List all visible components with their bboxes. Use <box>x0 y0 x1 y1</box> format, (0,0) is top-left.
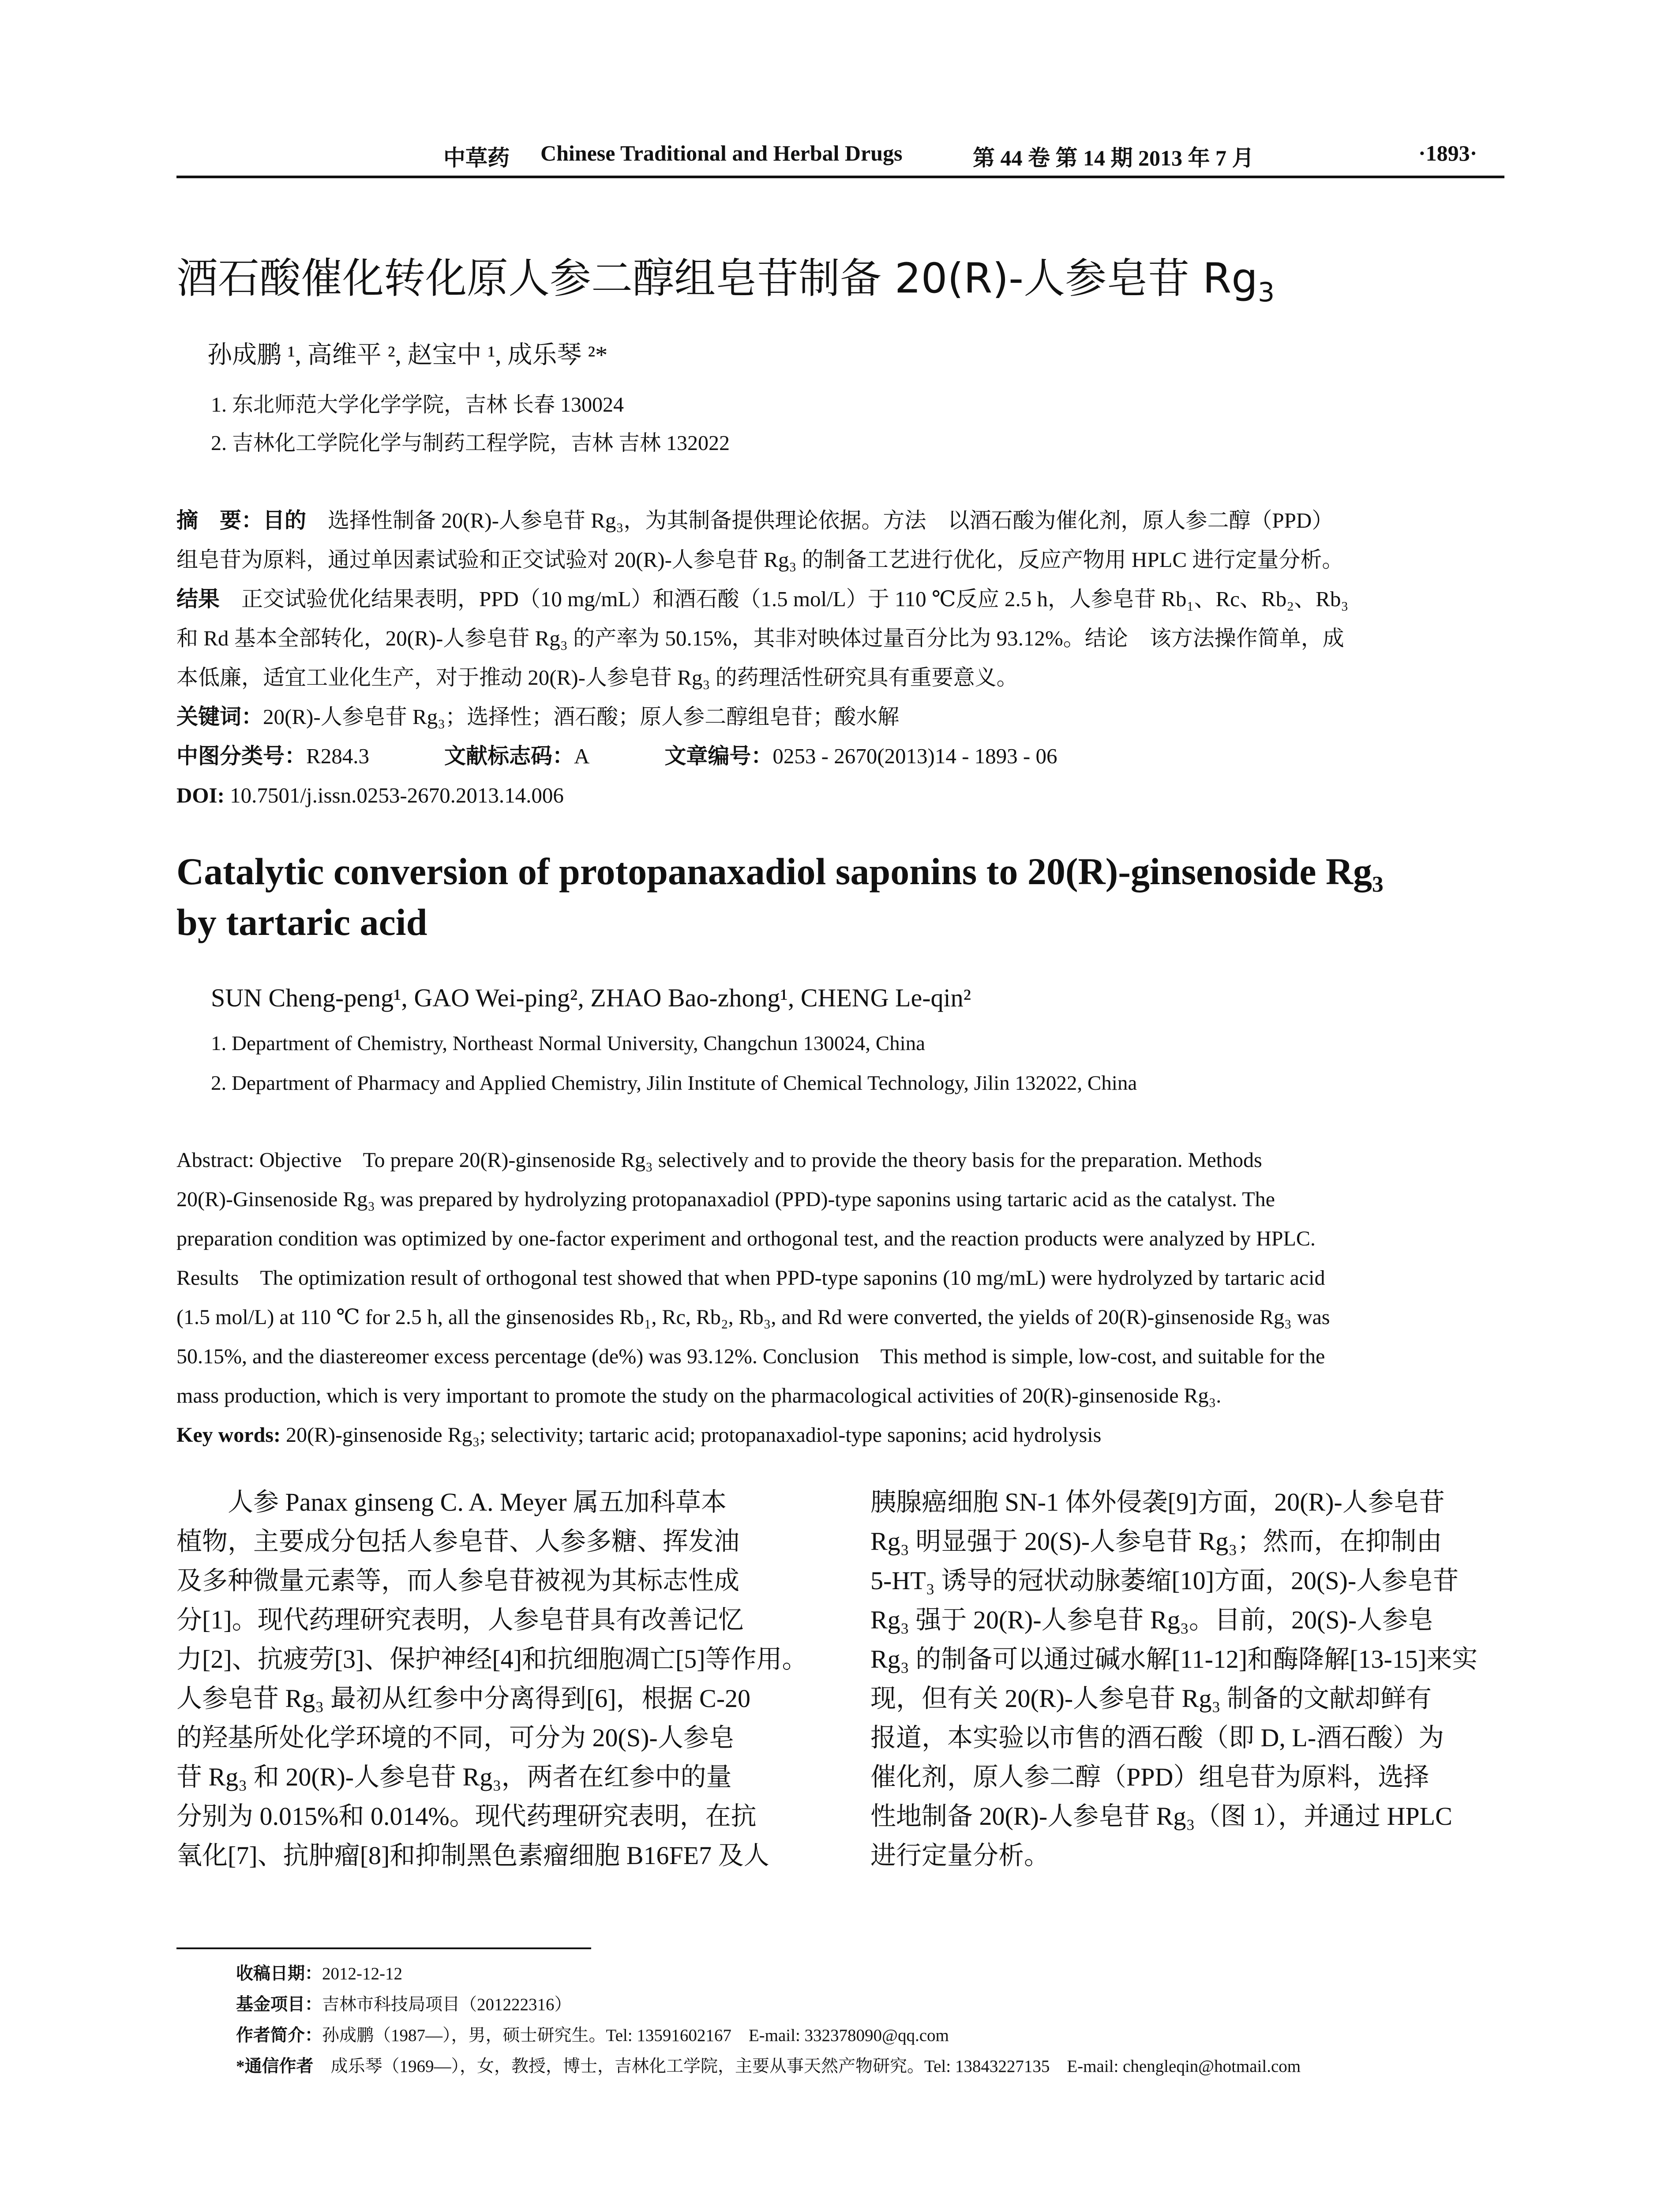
page-number: ·1893· <box>1418 141 1478 165</box>
body-line: 催化剂，原人参二醇（PPD）组皂苷为原料，选择 <box>870 1763 1429 1791</box>
body-column-right <box>870 1482 1504 1875</box>
body-column-left <box>176 1482 810 1875</box>
body-line: 分[1]。现代药理研究表明，人参皂苷具有改善记忆 <box>176 1606 744 1634</box>
footnote-funding: 基金项目：吉林市科技局项目（201222316） <box>236 1995 572 2014</box>
chinese-affiliation-1: 1. 东北师范大学化学学院，吉林 长春 130024 <box>211 393 624 416</box>
body-line: 现，但有关 20(R)-人参皂苷 Rg₃ 制备的文献却鲜有 <box>870 1684 1432 1713</box>
abstract-line: 结果 正交试验优化结果表明，PPD（10 mg/mL）和酒石酸（1.5 mol/L）于 110 ℃反应 2.5 h，人参皂苷 Rb₁、Rc、Rb₂、Rb₃ <box>176 587 1349 611</box>
body-line: 苷 Rg₃ 和 20(R)-人参皂苷 Rg₃，两者在红参中的量 <box>176 1763 732 1791</box>
footnote-received: 收稿日期：2012-12-12 <box>236 1964 402 1983</box>
footnote-author: 作者简介：孙成鹏（1987—），男，硕士研究生。Tel: 13591602167 E-mail: 332378090@qq.com <box>236 2026 949 2045</box>
abstract-line: 50.15%, and the diastereomer excess percentage (de%) was 93.12%. Conclusion This method is simple, low-cost, and suitable for the <box>176 1345 1325 1368</box>
english-title: Catalytic conversion of protopanaxadiol saponins to 20(R)-ginsenoside Rg₃ by tartaric acid <box>176 850 1384 943</box>
body-line: 分别为 0.015%和 0.014%。现代药理研究表明，在抗 <box>176 1802 757 1831</box>
doi-line: DOI: 10.7501/j.issn.0253-2670.2013.14.006 <box>176 783 564 807</box>
body-line: Rg₃ 明显强于 20(S)-人参皂苷 Rg₃；然而，在抑制由 <box>870 1527 1442 1556</box>
english-abstract <box>176 1141 1504 1455</box>
abstract-line: 组皂苷为原料，通过单因素试验和正交试验对 20(R)-人参皂苷 Rg₃ 的制备工艺进行优化，反应产物用 HPLC 进行定量分析。 <box>176 548 1344 572</box>
chinese-title: 酒石酸催化转化原人参二醇组皂苷制备 20(R)-人参皂苷 $Rg_3$ <box>176 255 1275 308</box>
body-line: 力[2]、抗疲劳[3]、保护神经[4]和抗细胞凋亡[5]等作用。 <box>176 1645 808 1673</box>
issue-info: 第 44 卷 第 14 期 2013 年 7 月 <box>973 146 1254 170</box>
abstract-line: mass production, which is very important to promote the study on the pharmacological activities of 20(R)-ginsenoside Rg₃. <box>176 1384 1222 1407</box>
header-rule <box>176 176 1504 178</box>
body-line: 性地制备 20(R)-人参皂苷 Rg₃（图 1），并通过 HPLC <box>870 1802 1452 1831</box>
journal-name-cn: 中草药 <box>443 146 510 170</box>
body-line: 植物，主要成分包括人参皂苷、人参多糖、挥发油 <box>176 1527 740 1556</box>
body-line: 报道，本实验以市售的酒石酸（即 D, L-酒石酸）为 <box>870 1723 1444 1752</box>
abstract-line: 和 Rd 基本全部转化，20(R)-人参皂苷 Rg₃ 的产率为 50.15%，其非对映体过量百分比为 93.12%。结论 该方法操作简单，成 <box>176 626 1344 650</box>
body-line: 胰腺癌细胞 SN-1 体外侵袭[9]方面，20(R)-人参皂苷 <box>870 1488 1445 1516</box>
footnote-rule <box>176 1947 591 1949</box>
body-line: 及多种微量元素等，而人参皂苷被视为其标志性成 <box>176 1566 740 1595</box>
journal-name-en: Chinese Traditional and Herbal Drugs <box>540 141 903 165</box>
body-line: 进行定量分析。 <box>870 1841 1050 1870</box>
body-line: 人参皂苷 Rg₃ 最初从红参中分离得到[6]，根据 C-20 <box>176 1684 751 1713</box>
abstract-line: 20(R)-Ginsenoside Rg₃ was prepared by hydrolyzing protopanaxadiol (PPD)-type saponins using tartaric acid as the catalyst. The <box>176 1188 1275 1211</box>
abstract-line: 本低廉，适宜工业化生产，对于推动 20(R)-人参皂苷 Rg₃ 的药理活性研究具有重要意义。 <box>176 665 1018 690</box>
chinese-authors: 孙成鹏 ¹, 高维平 ², 赵宝中 ¹, 成乐琴 ²* <box>207 341 608 369</box>
body-line: Rg₃ 的制备可以通过碱水解[11-12]和酶降解[13-15]来实 <box>870 1645 1478 1673</box>
abstract-line: 摘 要：目的 选择性制备 20(R)-人参皂苷 Rg₃，为其制备提供理论依据。方法 以酒石酸为催化剂，原人参二醇（PPD） <box>176 508 1334 533</box>
english-affiliation-2: 2. Department of Pharmacy and Applied Chemistry, Jilin Institute of Chemical Technology, Jilin 132022, China <box>211 1072 1137 1095</box>
abstract-line: Results The optimization result of orthogonal test showed that when PPD-type saponins (10 mg/mL) were hydrolyzed by tartaric acid <box>176 1266 1325 1290</box>
footnote-corresponding: *通信作者 成乐琴（1969—），女，教授，博士，吉林化工学院，主要从事天然产物研究。Tel: 13843227135 E-mail: chengleqin@hotmail.com <box>236 2057 1301 2076</box>
abstract-line: Abstract: Objective To prepare 20(R)-ginsenoside Rg₃ selectively and to provide the theory basis for the preparation. Methods <box>176 1148 1262 1172</box>
classification-line: 中图分类号：R284.3 文献标志码：A 文章编号：0253 - 2670(2013)14 - 1893 - 06 <box>176 744 1058 768</box>
doi-link[interactable]: 10.7501/j.issn.0253-2670.2013.14.006 <box>230 783 564 807</box>
keywords-line: Key words: 20(R)-ginsenoside Rg₃; selectivity; tartaric acid; protopanaxadiol-type saponins; acid hydrolysis <box>176 1423 1102 1447</box>
body-line: Rg₃ 强于 20(R)-人参皂苷 Rg₃。目前，20(S)-人参皂 <box>870 1606 1434 1634</box>
english-affiliation-1: 1. Department of Chemistry, Northeast Normal University, Changchun 130024, China <box>211 1032 926 1055</box>
english-authors: SUN Cheng-peng¹, GAO Wei-ping², ZHAO Bao-zhong¹, CHENG Le-qin² <box>211 983 971 1012</box>
keywords-line: 关键词：20(R)-人参皂苷 Rg₃；选择性；酒石酸；原人参二醇组皂苷；酸水解 <box>176 705 900 729</box>
chinese-affiliation-2: 2. 吉林化工学院化学与制药工程学院，吉林 吉林 132022 <box>211 431 730 455</box>
body-line: 的羟基所处化学环境的不同，可分为 20(S)-人参皂 <box>176 1723 735 1752</box>
body-line: 氧化[7]、抗肿瘤[8]和抑制黑色素瘤细胞 B16FE7 及人 <box>176 1841 769 1870</box>
body-line: 人参 Panax ginseng C. A. Meyer 属五加科草本 <box>176 1488 727 1516</box>
chinese-abstract <box>176 501 1504 815</box>
abstract-line: preparation condition was optimized by one-factor experiment and orthogonal test, and the reaction products were analyzed by HPLC. <box>176 1227 1316 1250</box>
body-line: 5-HT₃ 诱导的冠状动脉萎缩[10]方面，20(S)-人参皂苷 <box>870 1566 1459 1595</box>
abstract-line: (1.5 mol/L) at 110 ℃ for 2.5 h, all the ginsenosides Rb₁, Rc, Rb₂, Rb₃, and Rd were converted, the yields of 20(R)-ginsenoside Rg₃ was <box>176 1306 1330 1329</box>
